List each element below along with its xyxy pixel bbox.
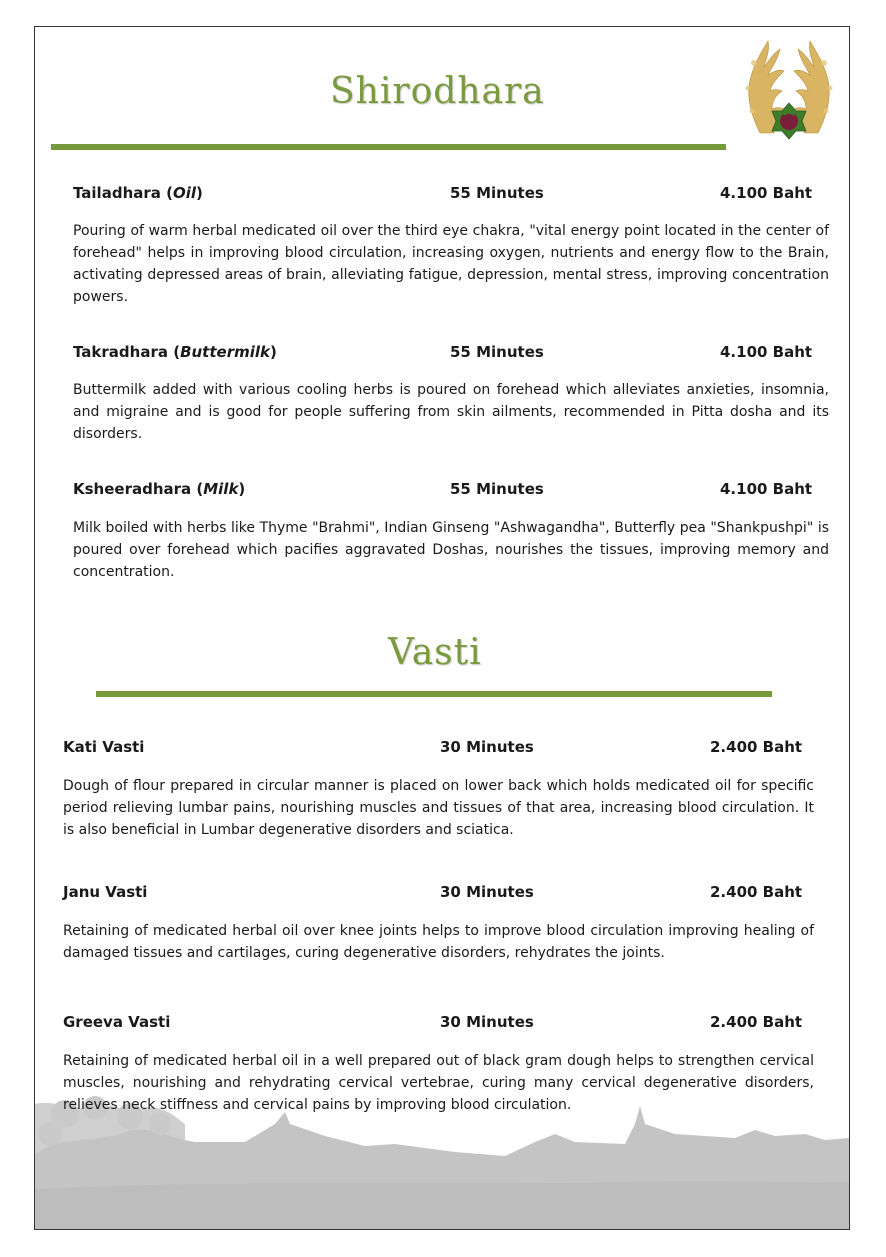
treatment-description: Retaining of medicated herbal oil over knee joints helps to improve blood circulation improving healing of damaged tissues and cartilages, curing degenerative disorders, rehydrates the joints. [63,923,814,961]
treatment-name: Tailadhara (Oil) [73,184,203,202]
treatment-price: 2.400 Baht [710,883,803,901]
section-divider [96,691,772,697]
treatment-price: 4.100 Baht [720,480,813,498]
treatment-duration: 30 Minutes [440,738,534,756]
treatment-price: 2.400 Baht [710,1013,803,1031]
treatment-name: Janu Vasti [63,883,148,901]
treatment-price: 4.100 Baht [720,343,813,361]
menu-page [34,26,850,1230]
treatment-description: Buttermilk added with various cooling herbs is poured on forehead which alleviates anxieties, insomnia, and migraine and is good for people suffering from skin ailments, recommended in Pitta dosha and its disorders. [73,382,829,442]
treatment-duration: 30 Minutes [440,883,534,901]
section-title-vasti: Vasti [388,632,482,673]
treatment-description: Milk boiled with herbs like Thyme "Brahmi", Indian Ginseng "Ashwagandha", Butterfly pea "Shankpushpi" is poured over forehead which pacifies aggravated Doshas, nourishes the tissues, improving memory and concentration. [73,520,829,580]
section-title-shirodhara: Shirodhara [330,71,545,112]
treatment-duration: 55 Minutes [450,184,544,202]
treatment-duration: 55 Minutes [450,343,544,361]
golden-floral-ornament-icon [740,33,838,145]
section-divider [51,144,726,150]
treatment-price: 2.400 Baht [710,738,803,756]
treatment-description: Dough of flour prepared in circular manner is placed on lower back which holds medicated oil for specific period relieving lumbar pains, nourishing muscles and tissues of that area, increasing blood circulation. It is also beneficial in Lumbar degenerative disorders and sciatica. [63,778,814,838]
treatment-description: Pouring of warm herbal medicated oil over the third eye chakra, "vital energy point located in the center of forehead" helps in improving blood circulation, increasing oxygen, nutrients and energy flow to the Brain, activating depressed areas of brain, alleviating fatigue, depression, mental stress, improving concentration powers. [73,223,829,305]
treatment-name: Greeva Vasti [63,1013,171,1031]
treatment-name: Ksheeradhara (Milk) [73,480,246,498]
treatment-price: 4.100 Baht [720,184,813,202]
treatment-name: Takradhara (Buttermilk) [73,343,277,361]
treatment-name: Kati Vasti [63,738,145,756]
treatment-duration: 55 Minutes [450,480,544,498]
treatment-duration: 30 Minutes [440,1013,534,1031]
treatment-description: Retaining of medicated herbal oil in a well prepared out of black gram dough helps to strengthen cervical muscles, nourishing and rehydrating cervical vertebrae, curing many cervical degenerative disorders, relieves neck stiffness and cervical pains by improving blood circulation. [63,1053,814,1113]
